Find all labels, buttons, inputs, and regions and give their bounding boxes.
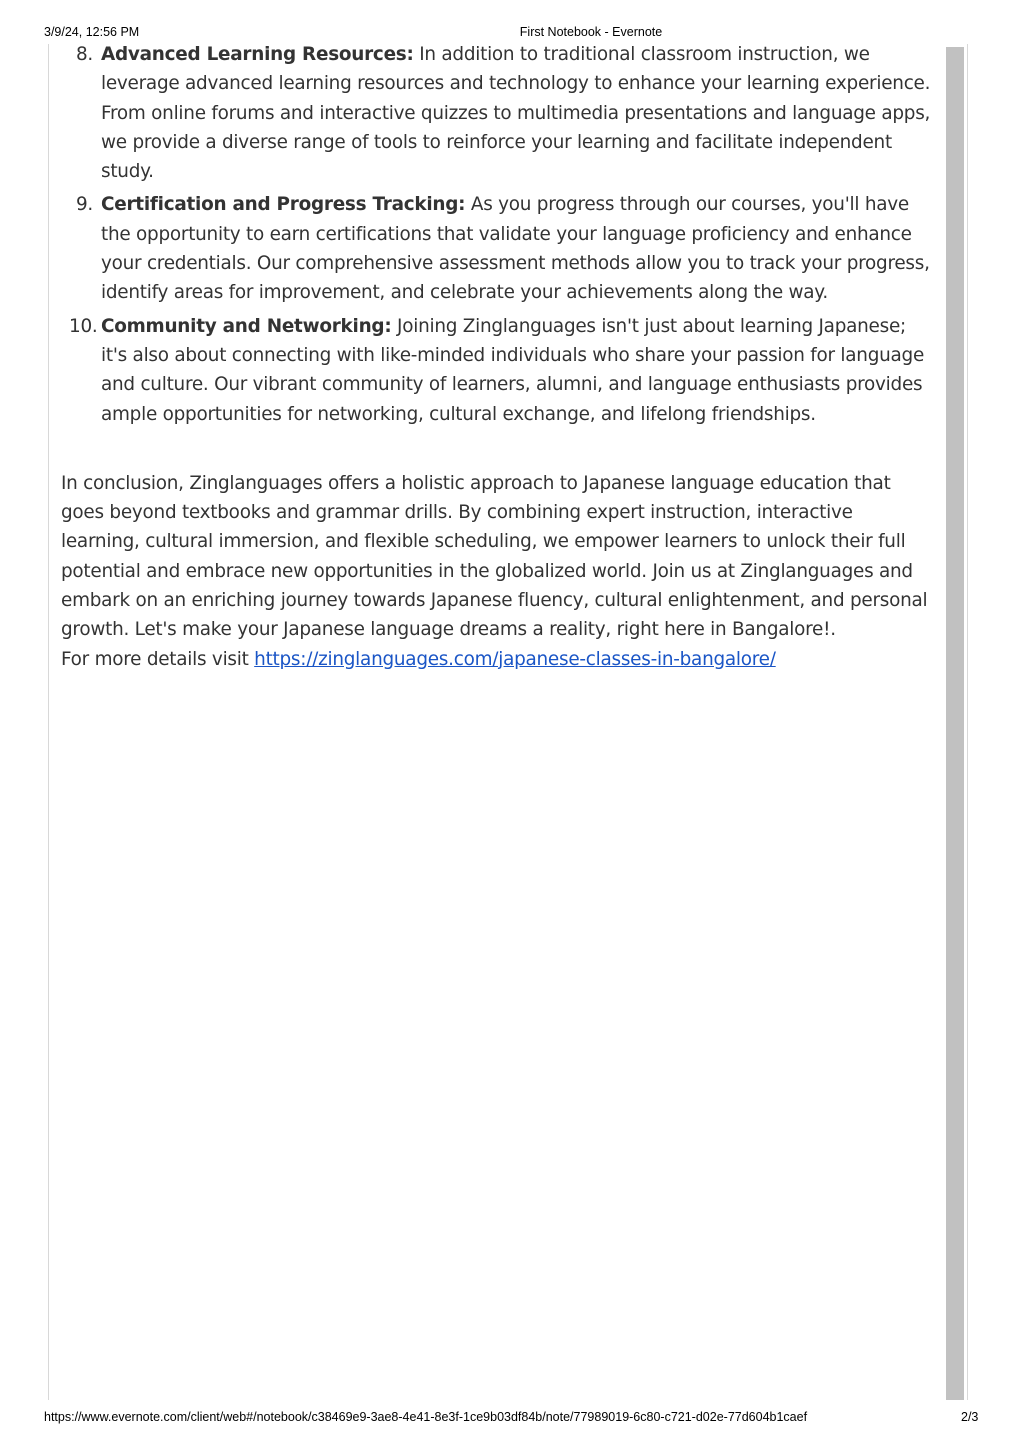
list-item	[61, 40, 931, 186]
print-datetime: 3/9/24, 12:56 PM	[44, 25, 140, 39]
scrollbar-thumb[interactable]	[946, 47, 964, 1400]
list-item-text: Joining Zinglanguages isn't just about learning Japanese; it's also about connecting with like-minded individuals who share your passion for language and culture. Our vibrant community of learners, alumni, and language enthusiasts provides ample opportunities for networking, cultural exchange, and lifelong friendships.	[101, 315, 925, 425]
conclusion-text: In conclusion, Zinglanguages offers a holistic approach to Japanese language education that goes beyond textbooks and grammar drills. By combining expert instruction, interactive learning, cultural immersion, and flexible scheduling, we empower learners to unlock their full potential and embrace new opportunities in the globalized world. Join us at Zinglanguages and embark on an enriching journey towards Japanese fluency, cultural enlightenment, and personal growth. Let's make your Japanese language dreams a reality, right here in Bangalore!.	[61, 472, 928, 641]
note-content	[61, 40, 931, 674]
list-item-number: 10.	[69, 315, 98, 337]
print-url: https://www.evernote.com/client/web#/notebook/c38469e9-3ae8-4e41-8e3f-1ce9b03df84b/note/77989019-6c80-c721-d02e-77d604b1caef	[44, 1410, 808, 1424]
numbered-list	[61, 40, 931, 429]
list-item-text: In addition to traditional classroom instruction, we leverage advanced learning resources and technology to enhance your learning experience. From online forums and interactive quizzes to multimedia presentations and language apps, we provide a diverse range of tools to reinforce your learning and facilitate independent study.	[101, 44, 931, 183]
list-item-title: Certification and Progress Tracking:	[101, 194, 466, 216]
scrollbar[interactable]	[946, 47, 964, 1400]
list-item-title: Advanced Learning Resources:	[101, 44, 414, 65]
list-item-number: 8.	[75, 44, 93, 65]
details-link[interactable]: https://zinglanguages.com/japanese-classes-in-bangalore/	[254, 648, 776, 670]
conclusion-paragraph	[61, 469, 931, 674]
page-number: 2/3	[961, 1410, 979, 1424]
list-item	[61, 190, 931, 307]
list-item-number: 9.	[75, 194, 93, 216]
details-prefix: For more details visit	[61, 648, 255, 670]
list-item-text: As you progress through our courses, you'll have the opportunity to earn certifications that validate your language proficiency and enhance your credentials. Our comprehensive assessment methods allow you to track your progress, identify areas for improvement, and celebrate your achievements along the way.	[101, 194, 930, 304]
list-item	[61, 312, 931, 429]
list-item-title: Community and Networking:	[101, 315, 392, 337]
print-title: First Notebook - Evernote	[519, 25, 663, 39]
print-header	[0, 25, 1024, 41]
